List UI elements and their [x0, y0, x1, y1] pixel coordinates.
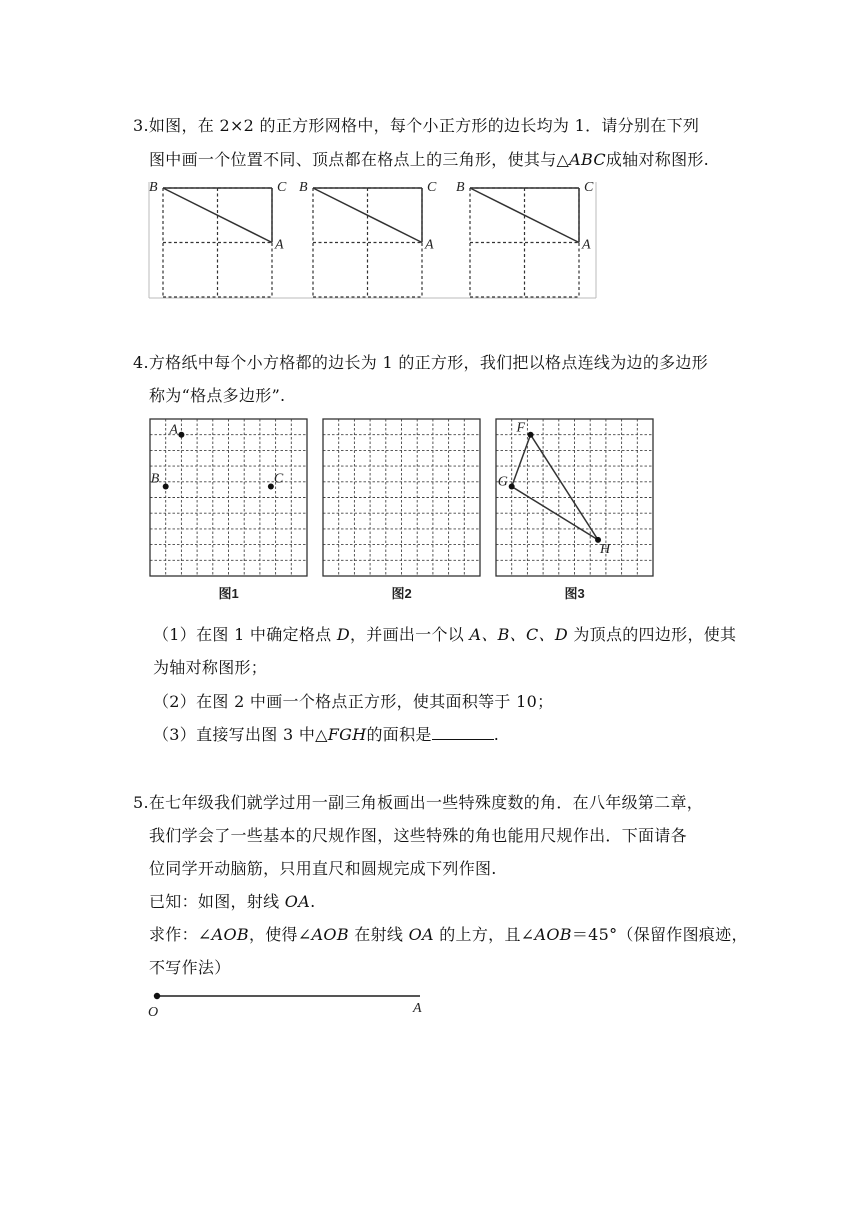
q4-part3-b: 的面积是 — [366, 725, 432, 744]
q5-req-b: ，使得∠ — [248, 925, 312, 944]
q3-text2c: 成轴对称图形. — [605, 150, 710, 169]
label-a: A — [425, 237, 434, 253]
q3-text1: 如图，在 2×2 的正方形网格中，每个小正方形的边长均为 1．请分别在下列 — [148, 116, 700, 135]
label-b: B — [456, 180, 465, 195]
label-b: B — [149, 180, 158, 195]
label-c: C — [427, 180, 437, 195]
q5-known-end: . — [310, 892, 316, 911]
q3-number: 3. — [133, 116, 149, 135]
label-a: A — [582, 237, 591, 253]
point-o — [154, 993, 160, 999]
label-b: B — [299, 180, 308, 195]
q5-number: 5. — [133, 793, 149, 812]
q4-number: 4. — [133, 353, 149, 372]
q5-text2: 我们学会了一些基本的尺规作图，这些特殊的角也能用尺规作出．下面请各 — [149, 826, 687, 845]
q4-part3-fgh: FGH — [327, 725, 367, 744]
q5-text3: 位同学开动脑筋，只用直尺和圆规完成下列作图. — [149, 859, 497, 878]
q4-part1-c: 为顶点的四边形，使其 — [567, 625, 737, 644]
q4-part3-end: . — [493, 725, 500, 744]
label-a: A — [413, 1001, 422, 1016]
q4-part1-d: D — [336, 625, 350, 644]
label-c: C — [277, 180, 287, 195]
label-a: A — [275, 237, 284, 253]
figure-caption: 图2 — [391, 586, 412, 601]
label-b: B — [150, 471, 160, 487]
figure-caption: 图1 — [218, 586, 239, 601]
q5-req-e: ＝45°（保留作图痕迹， — [571, 925, 748, 944]
figure-caption: 图3 — [564, 586, 585, 601]
q4-text1: 方格纸中每个小方格都的边长为 1 的正方形，我们把以格点连线为边的多边形 — [148, 353, 709, 372]
label-h: H — [600, 541, 611, 557]
label-a: A — [169, 422, 178, 438]
q5-known-a: 已知：如图，射线 — [149, 892, 285, 911]
q4-part1-line2-text: 为轴对称图形； — [153, 658, 268, 677]
q4-part1-a: （1）在图 1 中确定格点 — [153, 625, 337, 644]
q4-part1-abcd: A、B、C、D — [469, 625, 568, 644]
q5-req-a: 求作：∠ — [149, 925, 212, 944]
q4-part1-b: ，并画出一个以 — [349, 625, 470, 644]
q5-known-oa: OA — [284, 892, 311, 911]
q5-req-oa: OA — [408, 925, 434, 944]
label-o: O — [148, 1005, 159, 1020]
q5-req-aob3: AOB — [534, 925, 572, 944]
q5-req-aob1: AOB — [211, 925, 249, 944]
label-c: C — [273, 471, 284, 487]
label-f: F — [516, 420, 526, 436]
q5-req-aob2: AOB — [311, 925, 349, 944]
q4-text2: 称为“格点多边形”. — [149, 386, 286, 405]
q5-req-d: 的上方，且∠ — [433, 925, 535, 944]
q3-abc: ABC — [569, 150, 606, 169]
label-g: G — [497, 474, 508, 490]
q5-req-c: 在射线 — [348, 925, 409, 944]
q4-part2-text: （2）在图 2 中画一个格点正方形，使其面积等于 10； — [153, 692, 554, 711]
q5-text1: 在七年级我们就学过用一副三角板画出一些特殊度数的角．在八年级第二章， — [148, 793, 704, 812]
q4-part3-a: （3）直接写出图 3 中△ — [153, 725, 328, 744]
q3-text2a: 图中画一个位置不同、顶点都在格点上的三角形，使其与△ — [149, 150, 570, 169]
q5-req-line2-text: 不写作法） — [149, 958, 231, 977]
label-c: C — [584, 180, 594, 195]
